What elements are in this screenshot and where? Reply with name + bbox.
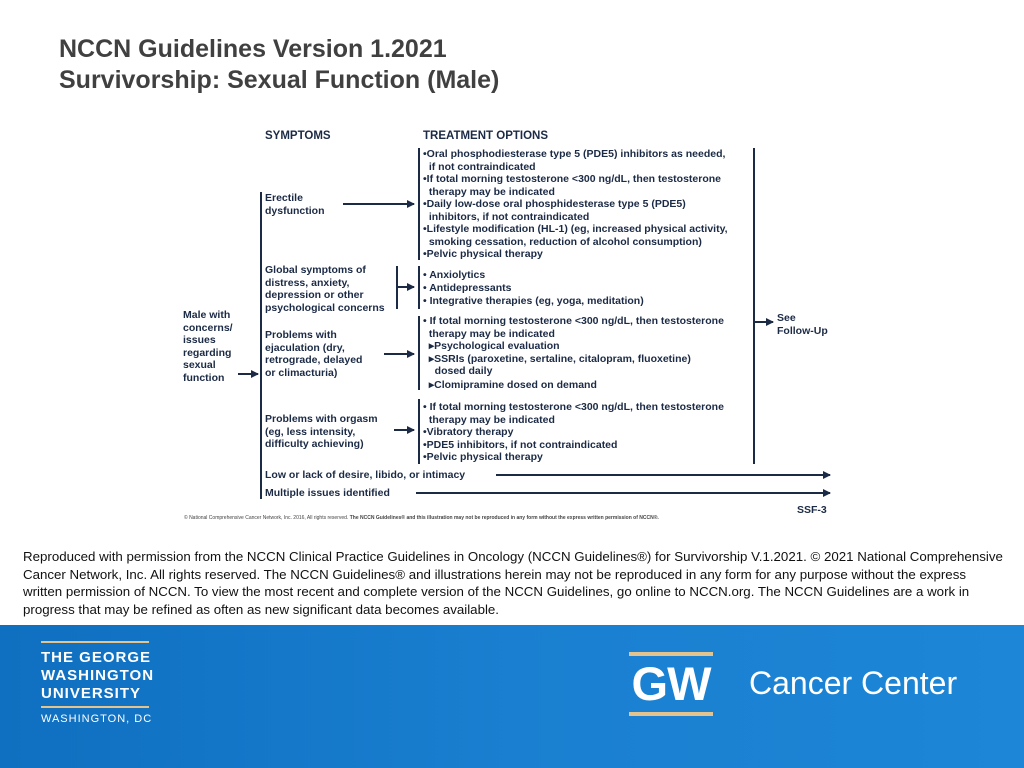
treatment-line: •If total morning testosterone <300 ng/dL, then testosterone [423, 173, 722, 185]
page-ref: SSF-3 [797, 504, 827, 516]
slide-title [59, 34, 499, 96]
symptom-line: or climacturia) [265, 366, 338, 379]
symptom-desire: Low or lack of desire, libido, or intimacy [265, 469, 466, 481]
symptom-line: (eg, less intensity, [265, 425, 356, 438]
gw-logo-bar-top [629, 652, 713, 656]
treatment-line: therapy may be indicated [423, 185, 555, 198]
flowchart-copyright [184, 515, 659, 521]
copyright-bold: The NCCN Guidelines® and this illustration may not be reproduced in any form without the express written permission of NCCN®. [349, 515, 659, 521]
entry-line: function [183, 371, 225, 384]
treatment-line: if not contraindicated [423, 160, 536, 173]
followup-line: See [777, 312, 796, 324]
treatment-line: therapy may be indicated [423, 327, 555, 340]
treatment-line: ▸Clomipramine dosed on demand [423, 379, 597, 391]
wordmark-rule-bottom [41, 706, 149, 708]
symptom-line: distress, anxiety, [265, 276, 350, 289]
symptom-multiple: Multiple issues identified [265, 487, 390, 499]
treatment-line: • Anxiolytics [423, 269, 486, 281]
symptom-line: Problems with [265, 329, 337, 341]
treatment-line: •Daily low-dose oral phosphidesterase type 5 (PDE5) [423, 198, 686, 210]
treatment-line: • If total morning testosterone <300 ng/dL, then testosterone [423, 315, 724, 327]
title-line-1: NCCN Guidelines Version 1.2021 [59, 35, 447, 63]
symptom-line: retrograde, delayed [265, 354, 363, 366]
symptom-line: difficulty achieving) [265, 438, 364, 450]
gw-logo [629, 652, 713, 716]
symptom-line: psychological concerns [265, 301, 385, 314]
symptom-line: Global symptoms of [265, 264, 366, 276]
cancer-center-label: Cancer Center [749, 665, 958, 701]
treatment-line: •Lifestyle modification (HL-1) (eg, increased physical activity, [423, 223, 728, 235]
treatment-header: TREATMENT OPTIONS [423, 130, 549, 142]
title-line-2: Survivorship: Sexual Function (Male) [59, 66, 500, 94]
treatment-line: • Integrative therapies (eg, yoga, meditation) [423, 295, 644, 307]
entry-line: concerns/ [183, 321, 233, 334]
university-city: WASHINGTON, DC [41, 713, 153, 725]
symptom-line: depression or other [265, 289, 364, 301]
entry-line: regarding [183, 346, 232, 359]
treatment-line: •Pelvic physical therapy [423, 248, 543, 260]
gw-logo-letters: GW [631, 657, 711, 710]
treatment-line: inhibitors, if not contraindicated [423, 210, 590, 223]
symptom-line: ejaculation (dry, [265, 341, 345, 354]
permission-caption: Reproduced with permission from the NCCN Clinical Practice Guidelines in Oncology (NCCN Guidelines®) for Survivorship V.1.2021. © 2021 National Comprehensive Cancer Network, Inc. All rights reserved. The NCCN Guidelines® and illustrations herein may not be reproduced in any form for any purpose without the express written permission of NCCN. To view the most recent and complete version of the NCCN Guidelines, go online to NCCN.org. The NCCN Guidelines are a work in progress that may be refined as often as new significant data becomes available. [23, 549, 1003, 617]
followup-line: Follow-Up [777, 324, 828, 337]
symptom-line: dysfunction [265, 204, 325, 217]
treatment-line: ▸Psychological evaluation [423, 340, 560, 352]
treatment-line: •Oral phosphodiesterase type 5 (PDE5) inhibitors as needed, [423, 148, 726, 160]
treatment-line: • Antidepressants [423, 282, 512, 294]
wordmark-line: WASHINGTON [41, 667, 155, 684]
symptom-line: Problems with orgasm [265, 413, 378, 425]
symptom-line: Erectile [265, 192, 303, 204]
symptoms-header: SYMPTOMS [265, 130, 331, 142]
treatment-line: ▸SSRIs (paroxetine, sertaline, citalopram, fluoxetine) [423, 352, 691, 365]
entry-line: sexual [183, 359, 216, 371]
treatment-line: • If total morning testosterone <300 ng/dL, then testosterone [423, 401, 724, 413]
treatment-line: •PDE5 inhibitors, if not contraindicated [423, 438, 618, 451]
wordmark-line: UNIVERSITY [41, 685, 142, 702]
treatment-line: therapy may be indicated [423, 413, 555, 426]
footer-banner [0, 625, 1024, 768]
entry-line: issues [183, 334, 216, 346]
treatment-line: dosed daily [423, 365, 493, 377]
flowchart [176, 126, 832, 532]
treatment-line: smoking cessation, reduction of alcohol consumption) [423, 235, 702, 248]
treatment-line: •Vibratory therapy [423, 426, 514, 438]
entry-line: Male with [183, 309, 231, 321]
wordmark-line: THE GEORGE [41, 649, 152, 666]
treatment-line: •Pelvic physical therapy [423, 451, 543, 463]
copyright-prefix: © National Comprehensive Cancer Network, Inc. 2016, All rights reserved. [184, 515, 349, 521]
wordmark-rule-top [41, 641, 149, 643]
gw-logo-bar-bottom [629, 712, 713, 716]
